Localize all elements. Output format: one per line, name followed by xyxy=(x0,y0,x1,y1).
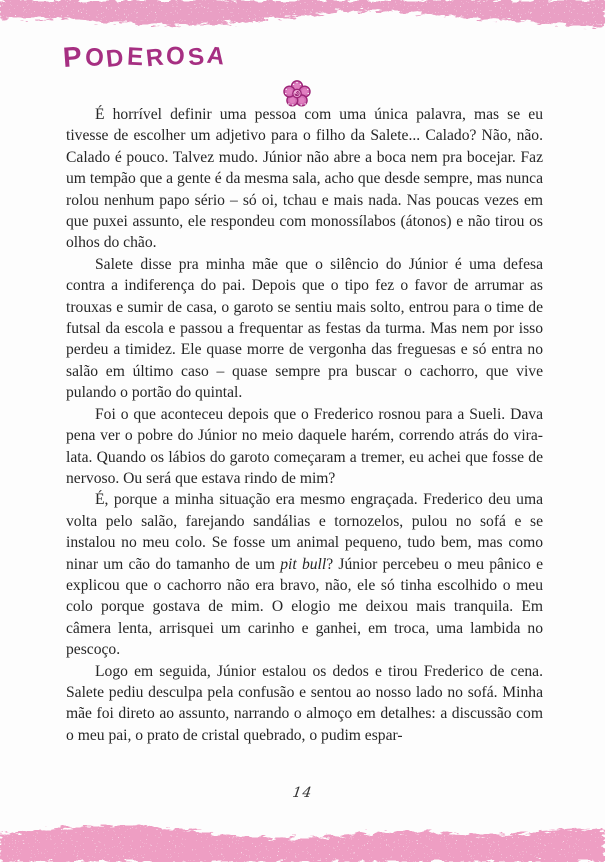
paragraph-4-italic-term: pit bull xyxy=(280,555,327,573)
book-title: PODEROSA xyxy=(61,40,229,73)
paragraph-4-after: ? Júnior percebeu o meu pânico e explicou que o cachorro não era bravo, não, ele só tinha escolhido o meu colo porque gostava de mim. O elogio me deixou mais tranquila. Em câmera lenta, arrisquei um carinho e ganhei, em troca, uma lambida no pescoço. xyxy=(66,555,543,659)
paragraph-1: É horrível definir uma pessoa com uma única palavra, mas se eu tivesse de escolher um adjetivo para o filho da Salete... Calado? Não, não. Calado é pouco. Talvez mudo. Júnior não abre a boca nem pra bocejar. Faz um tempão que a gente é da mesma sala, acho que desde sempre, mas nunca rolou nenhum papo sério – só oi, tchau e mais nada. Nas poucas vezes em que puxei assunto, ele respondeu com monossílabos (átonos) e não tirou os olhos do chão. xyxy=(66,106,543,252)
paragraph-2: Salete disse pra minha mãe que o silêncio do Júnior é uma defesa contra a indiferença do pai. Depois que o tipo fez o favor de arrumar as trouxas e sumir de casa, o garoto se sentiu mais solto, entrou para o time de futsal da escola e passou a frequentar as festas da turma. Mas nem por isso perdeu a timidez. Ele quase morre de vergonha das freguesas e só entra no salão em último caso – quase sempre pra buscar o cachorro, que vive pulando o portão do quintal. xyxy=(66,255,543,402)
torn-edge-bottom-decoration xyxy=(0,814,605,862)
paragraph-3: Foi o que aconteceu depois que o Frederico rosnou para a Sueli. Dava pena ver o pobre do Júnior no meio daquele harém, correndo atrás do vira-lata. Quando os lábios do garoto começaram a tremer, eu achei que fosse de nervoso. Ou será que estava rindo de mim? xyxy=(66,405,543,487)
torn-edge-top-decoration xyxy=(0,0,605,44)
paragraph-4-before: É, porque a minha situação era mesmo engraçada. Frederico deu uma volta pelo salão, farejando sandálias e tornozelos, pulou no sofá e se instalou no meu colo. Se fosse um animal pequeno, tudo bem, mas como ninar um cão do tamanho de um xyxy=(66,491,543,573)
paragraph-4 xyxy=(66,489,543,660)
paragraph-5: Logo em seguida, Júnior estalou os dedos e tirou Frederico de cena. Salete pediu desculpa pela confusão e sentou ao nosso lado no sofá. Minha mãe foi direto ao assunto, narrando o almoço em detalhes: a discussão com o meu pai, o prato de cristal quebrado, o pudim espar- xyxy=(66,662,543,744)
body-text xyxy=(66,104,543,746)
page-number: 14 xyxy=(291,785,314,801)
